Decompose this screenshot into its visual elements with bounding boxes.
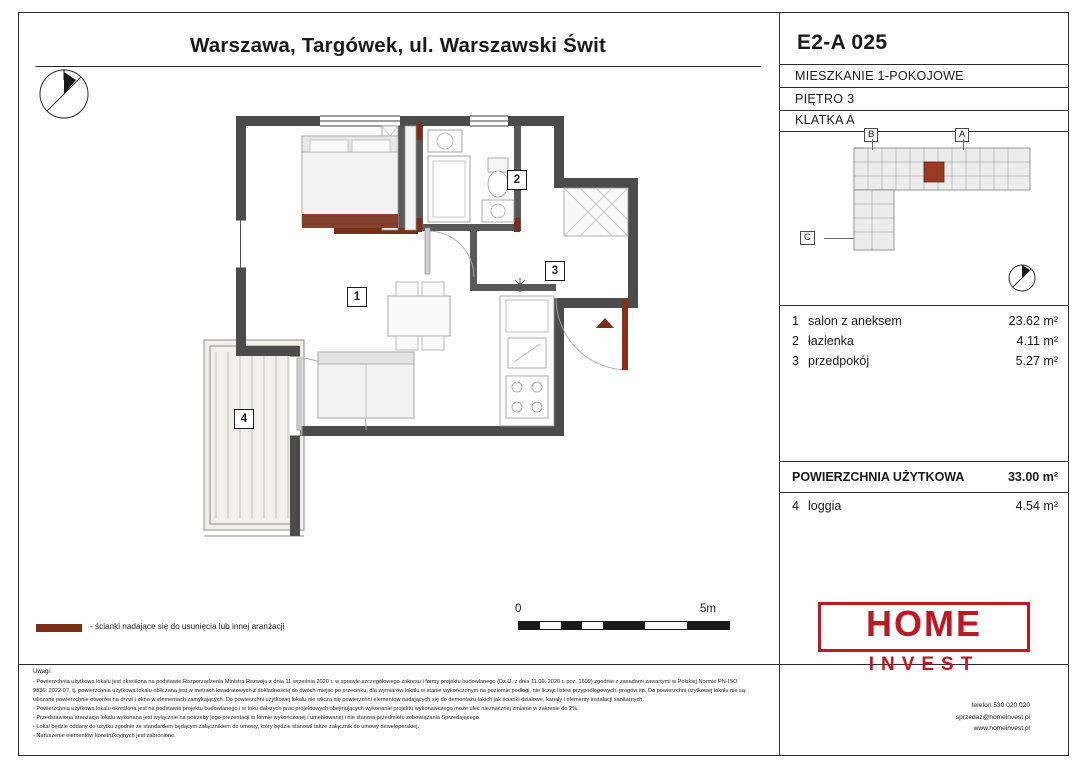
floor-plan-drawing <box>170 100 710 560</box>
loggia-number: 4 <box>792 499 799 513</box>
divider-total-top <box>780 461 1068 462</box>
building-key-plan <box>832 140 1032 270</box>
loggia-area: 4.54 m² <box>1015 499 1058 513</box>
room-number: 2 <box>792 334 799 348</box>
legend-text: - ścianki nadające się do usunięcia lub innej aranżacji <box>90 622 285 631</box>
scale-end-label: 5m <box>700 603 716 615</box>
total-area-value: 33.00 m² <box>1007 470 1058 484</box>
room-marker-1: 1 <box>347 287 367 307</box>
notes-block <box>33 668 763 741</box>
room-number: 3 <box>792 354 799 368</box>
notes-line: - Powierzchnia użytkowa lokalu jest określona na podstawie Rozporządzenia Ministra Rozwoju z dnia 11 września 2020 r. w sprawie szczegółowego zakresu i formy projektu budowlanego (Dz.U. z dnia 11.09. 2020 r. poz. 1609) zgodnie z zasadami zawartymi w Polskiej Normie PN-ISO <box>33 678 738 685</box>
notes-line: - Lokal będzie oddany do użytku zgodnie ze standardem będącym załącznikiem do umowy, który będzie stanowił także załącznik do umowy deweloperskiej. <box>33 723 420 730</box>
floor-label: PIĘTRO 3 <box>795 92 855 106</box>
room-marker-3: 3 <box>545 261 565 281</box>
staircase-label: KLATKA A <box>795 113 855 127</box>
scale-start-label: 0 <box>515 603 522 615</box>
company-logo <box>818 602 1030 674</box>
room-area: 5.27 m² <box>1015 354 1058 368</box>
divider-3 <box>780 110 1068 111</box>
contact-block <box>818 700 1030 735</box>
compass-rose-icon <box>38 68 90 120</box>
removable-wall-swatch <box>36 624 82 632</box>
keyplan-label-c: C <box>800 231 815 245</box>
notes-title: Uwagi: <box>33 669 52 675</box>
divider-total-bottom <box>780 492 1068 493</box>
room-marker-2: 2 <box>507 170 527 190</box>
divider-1 <box>780 64 1068 65</box>
notes-line: - Naruszenie elementów konstrukcyjnych jest zabronione. <box>33 733 176 739</box>
notes-line: - Przedstawiona aranżacja lokalu wykonana jest wyłącznie na potrzeby jego prezentacji w formie wykończonej i umeblowanej i nie stanowi przedmiotu zobowiązania Sprzedającego. <box>33 714 481 721</box>
title-underline <box>36 66 761 67</box>
room-area: 23.62 m² <box>1008 314 1058 328</box>
room-name: salon z aneksem <box>808 314 902 328</box>
keyplan-leader-a <box>963 139 964 150</box>
room-marker-4: 4 <box>234 409 254 429</box>
notes-line: - Powierzchnia użytkowa lokalu określona jest na podstawie projektu budowlanego i w toku dalszych prac projektowych obejmujących wykonanie projektu wykonawczego może ulec nieznacznej zmianie w zakresie do 2%. <box>33 705 579 712</box>
notes-line: wliczane powierzchnie otworów na drzwi i okna w elementach zamykających. Do powierzchni użytkowej lokalu nie wlicza się powierzchni elementów nadających się do demontażu takich jak ścianki działowe, kanały i elementy instalacji sanitarnych. <box>33 696 644 703</box>
divider-4 <box>780 131 1068 132</box>
notes-line: 9836: 2022-07, tj. powierzchnia użytkowa lokalu obliczana jest w metrach kwadratowych z dokładnością do dwóch miejsc po przecinku, dla wymiarów lokalu w stanie wykończonym na poziomie podłogi, nie licząc listew przypodłogowych, progów itp. Do powierzchni użytkowej lokalu nie są <box>33 687 745 694</box>
compass-small-icon <box>1008 264 1036 292</box>
vertical-divider <box>779 13 780 755</box>
room-name: łazienka <box>808 334 854 348</box>
total-area-label: POWIERZCHNIA UŻYTKOWA <box>792 470 965 484</box>
loggia-name: loggia <box>808 499 842 513</box>
keyplan-leader-c <box>824 238 854 239</box>
apartment-type: MIESZKANIE 1-POKOJOWE <box>795 69 964 83</box>
divider-2 <box>780 87 1068 88</box>
logo-invest-text: INVEST <box>868 654 980 675</box>
logo-home-text: HOME <box>866 603 982 644</box>
room-number: 1 <box>792 314 799 328</box>
room-area: 4.11 m² <box>1016 334 1058 348</box>
page-title: Warszawa, Targówek, ul. Warszawski Świt <box>189 34 607 57</box>
room-name: przedpokój <box>808 354 870 368</box>
divider-room-list-top <box>780 305 1068 306</box>
contact-email: sprzedaz@homeinvest.pl <box>955 713 1030 721</box>
scale-bar <box>518 621 730 630</box>
keyplan-label-b: B <box>864 128 878 142</box>
keyplan-label-a: A <box>955 128 969 142</box>
apartment-code: E2-A 025 <box>797 31 888 54</box>
keyplan-leader-b <box>872 139 873 150</box>
contact-phone: telefon 530 020 020 <box>971 702 1030 709</box>
contact-website: www.homeinvest.pl <box>973 725 1030 733</box>
